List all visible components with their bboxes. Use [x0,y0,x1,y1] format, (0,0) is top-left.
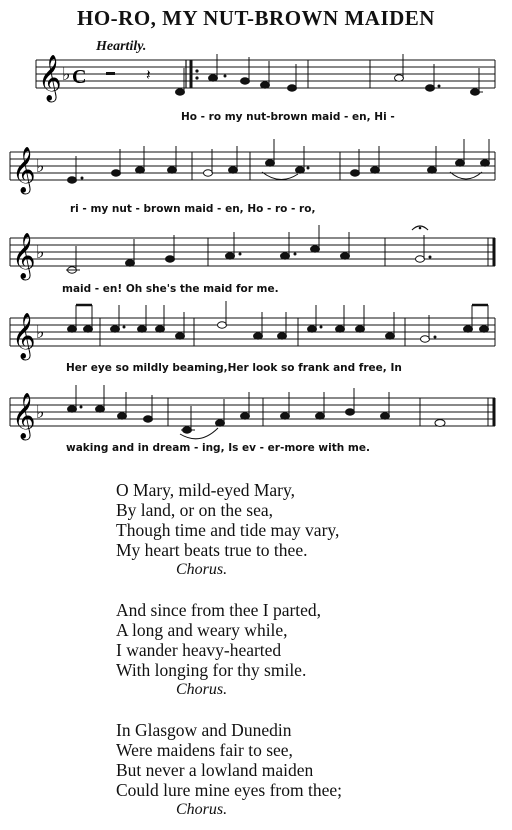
verse-line: A long and weary while, [116,620,288,640]
verse-line: Though time and tide may vary, [116,520,340,540]
treble-clef-icon: 𝄞 [12,147,36,193]
verse-line: And since from thee I parted, [116,600,322,620]
tempo-marking: Heartily. [96,39,147,54]
lyric-line-1: Ho - ro my nut-brown maid - en, Hi - [181,111,395,123]
music-staff-3 [0,228,512,288]
stanza-1 [116,480,339,580]
lyric-line-4: Her eye so mildly beaming,Her look so frank and free, In [66,362,402,374]
music-staff-4 [0,308,512,368]
lyric-line-3: maid - en! Oh she's the maid for me. [62,283,279,295]
verse-line: With longing for thy smile. [116,660,307,680]
stanza-3 [116,720,342,820]
flat-icon: ♭ [36,322,45,343]
verse-line: Were maidens fair to see, [116,740,293,760]
treble-clef-icon: 𝄞 [12,233,36,279]
music-staff-2 [0,142,512,202]
verse-line: By land, or on the sea, [116,500,273,520]
verse-line: Could lure mine eyes from thee; [116,780,342,800]
flat-icon: ♭ [62,64,71,85]
verse-line: But never a lowland maiden [116,760,314,780]
lyric-line-5: waking and in dream - ing, Is ev - er-more with me. [66,442,370,454]
svg-text:𝄽: 𝄽 [146,66,151,84]
music-staff-1 [0,50,512,110]
verse-line: O Mary, mild-eyed Mary, [116,480,295,500]
music-staff-5 [0,388,512,448]
lyric-line-2: ri - my nut - brown maid - en, Ho - ro - ro, [70,203,316,215]
flat-icon: ♭ [36,402,45,423]
treble-clef-icon: 𝄞 [38,55,62,101]
flat-icon: ♭ [36,242,45,263]
chorus-marker: Chorus. [176,681,228,698]
verse-line: In Glasgow and Dunedin [116,720,292,740]
stanza-2 [116,600,321,700]
verse-line: My heart beats true to thee. [116,540,308,560]
svg-text:C: C [72,66,87,88]
treble-clef-icon: 𝄞 [12,393,36,439]
verse-line: I wander heavy-hearted [116,640,282,660]
treble-clef-icon: 𝄞 [12,313,36,359]
chorus-marker: Chorus. [176,561,228,578]
flat-icon: ♭ [36,156,45,177]
chorus-marker: Chorus. [176,801,228,818]
song-title: HO-RO, MY NUT-BROWN MAIDEN [77,6,435,30]
